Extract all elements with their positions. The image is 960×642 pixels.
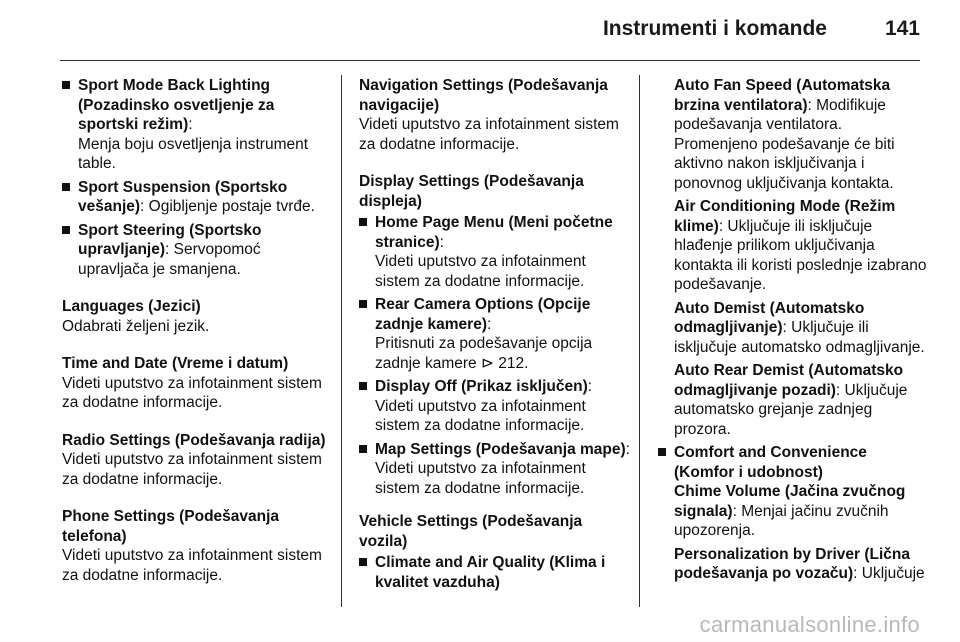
list-item bbox=[359, 213, 631, 291]
bullet-square-icon bbox=[359, 300, 367, 308]
paragraph bbox=[674, 482, 928, 541]
list-item bbox=[62, 221, 334, 280]
page-reference-link[interactable]: 212. bbox=[493, 354, 529, 372]
paragraph bbox=[674, 76, 928, 193]
section-title: Vehicle Settings (Podešavanja vozila) bbox=[359, 513, 583, 550]
item-description: Videti uputstvo za infotainment sistem za dodatne informacije. bbox=[375, 397, 586, 434]
list-item bbox=[359, 377, 631, 436]
column-divider-2 bbox=[639, 75, 640, 607]
section bbox=[359, 172, 631, 498]
page-header bbox=[0, 0, 960, 56]
paragraph bbox=[674, 197, 928, 295]
item-colon: : bbox=[487, 315, 492, 333]
item-title: Air Conditioning Mode (Režim klime) bbox=[674, 198, 896, 235]
item-colon: : bbox=[587, 378, 593, 395]
section-title: Languages (Jezici) bbox=[62, 298, 201, 315]
section bbox=[62, 507, 334, 585]
bullet-square-icon bbox=[658, 448, 666, 456]
item-title: Chime Volume (Jačina zvučnog signala) bbox=[674, 483, 906, 520]
item-title: Home Page Menu (Meni početne stranice) bbox=[375, 214, 613, 251]
section-body: Videti uputstvo za infotainment sistem za dodatne informacije. bbox=[62, 451, 322, 488]
bullet-square-icon bbox=[359, 558, 367, 566]
page-number: 141 bbox=[884, 17, 920, 40]
watermark: carmanualsonline.info bbox=[699, 612, 920, 637]
list-item bbox=[359, 295, 631, 373]
item-title: Sport Steering (Sportsko upravljanje) bbox=[78, 221, 262, 258]
page-reference-icon: ⊳ bbox=[480, 354, 494, 372]
item-text: : Uključuje automatsko grejanje zadnjeg prozora. bbox=[674, 381, 908, 438]
item-colon: : bbox=[439, 233, 444, 251]
item-title: Auto Rear Demist (Automatsko odmagljivanje pozadi) bbox=[674, 362, 904, 399]
item-title: Climate and Air Quality (Klima i kvalitet vazduha) bbox=[375, 554, 606, 591]
header-divider bbox=[60, 60, 920, 61]
subsection bbox=[658, 76, 928, 439]
section bbox=[359, 512, 631, 592]
section bbox=[62, 354, 334, 413]
list-item bbox=[62, 76, 334, 174]
section-title: Radio Settings (Podešavanja radija) bbox=[62, 431, 326, 449]
bullet-square-icon bbox=[359, 218, 367, 226]
item-text: : Uključuje bbox=[853, 565, 925, 582]
section-title: Phone Settings (Podešavanja telefona) bbox=[62, 508, 280, 545]
item-title: Personalization by Driver (Lična podešavanja po vozaču) bbox=[674, 545, 911, 582]
item-text: Pritisnuti za podešavanje opcija zadnje kamere bbox=[375, 335, 593, 372]
column-divider-1 bbox=[341, 75, 342, 607]
bullet-square-icon bbox=[359, 445, 367, 453]
item-text: : Modifikuje podešavanja ventilatora. Promenjeno podešavanje će biti aktivno nakon isključivanja i ponovnog uključivanja kontakta. bbox=[674, 96, 895, 192]
item-title: Display Off (Prikaz isključen) bbox=[375, 378, 588, 395]
section-title: Time and Date (Vreme i datum) bbox=[62, 355, 289, 372]
list-item bbox=[359, 553, 631, 592]
bullet-square-icon bbox=[359, 382, 367, 390]
section-body: Videti uputstvo za infotainment sistem za dodatne informacije. bbox=[359, 116, 619, 153]
item-text: : Servopomoć upravljača je smanjena. bbox=[78, 241, 261, 278]
section-title: Navigation Settings (Podešavanja navigacije) bbox=[359, 77, 608, 114]
item-description: Videti uputstvo za infotainment sistem za dodatne informacije. bbox=[375, 460, 586, 497]
item-title: Sport Mode Back Lighting (Pozadinsko osvetljenje za sportski režim) bbox=[78, 77, 275, 133]
section-body: Videti uputstvo za infotainment sistem za dodatne informacije. bbox=[62, 547, 322, 584]
paragraph bbox=[674, 299, 928, 358]
paragraph bbox=[674, 361, 928, 439]
item-description: Videti uputstvo za infotainment sistem za dodatne informacije. bbox=[375, 253, 586, 290]
paragraph bbox=[674, 545, 928, 584]
column-2 bbox=[359, 76, 631, 596]
section bbox=[359, 76, 631, 154]
list-item bbox=[658, 443, 928, 584]
item-text: : Uključuje ili isključuje automatsko odmagljivanje. bbox=[674, 319, 925, 356]
section-title: Display Settings (Podešavanja displeja) bbox=[359, 173, 584, 210]
item-colon: : bbox=[188, 116, 193, 133]
column-1 bbox=[62, 76, 334, 603]
page-title: Instrumenti i komande bbox=[602, 17, 827, 40]
list-item bbox=[359, 440, 631, 499]
item-text: : Uključuje ili isključuje hlađenje prilikom uključivanja kontakta ili koristi poslednje izabrano podešavanje. bbox=[674, 217, 927, 293]
item-title: Auto Fan Speed (Automatska brzina ventilatora) bbox=[674, 77, 891, 114]
section bbox=[62, 431, 334, 490]
item-description: Menja boju osvetljenja instrument table. bbox=[78, 135, 309, 172]
item-description bbox=[375, 334, 631, 373]
section-body: Videti uputstvo za infotainment sistem za dodatne informacije. bbox=[62, 374, 322, 411]
item-colon: : bbox=[625, 440, 630, 458]
item-title: Auto Demist (Automatsko odmagljivanje) bbox=[674, 299, 865, 336]
item-text: : Menjai jačinu zvučnih upozorenja. bbox=[674, 502, 889, 539]
list-item bbox=[62, 178, 334, 217]
bullet-square-icon bbox=[62, 226, 70, 234]
item-title: Map Settings (Podešavanja mape) bbox=[375, 440, 626, 458]
bullet-square-icon bbox=[62, 81, 70, 89]
item-title: Rear Camera Options (Opcije zadnje kamere) bbox=[375, 296, 591, 333]
column-3 bbox=[658, 76, 928, 588]
item-text: : Ogibljenje postaje tvrđe. bbox=[140, 198, 315, 215]
bullet-square-icon bbox=[62, 183, 70, 191]
item-title: Sport Suspension (Sportsko vešanje) bbox=[78, 178, 288, 215]
section-body: Odabrati željeni jezik. bbox=[62, 317, 210, 335]
item-title: Comfort and Convenience (Komfor i udobnost) bbox=[674, 444, 867, 481]
section bbox=[62, 297, 334, 336]
